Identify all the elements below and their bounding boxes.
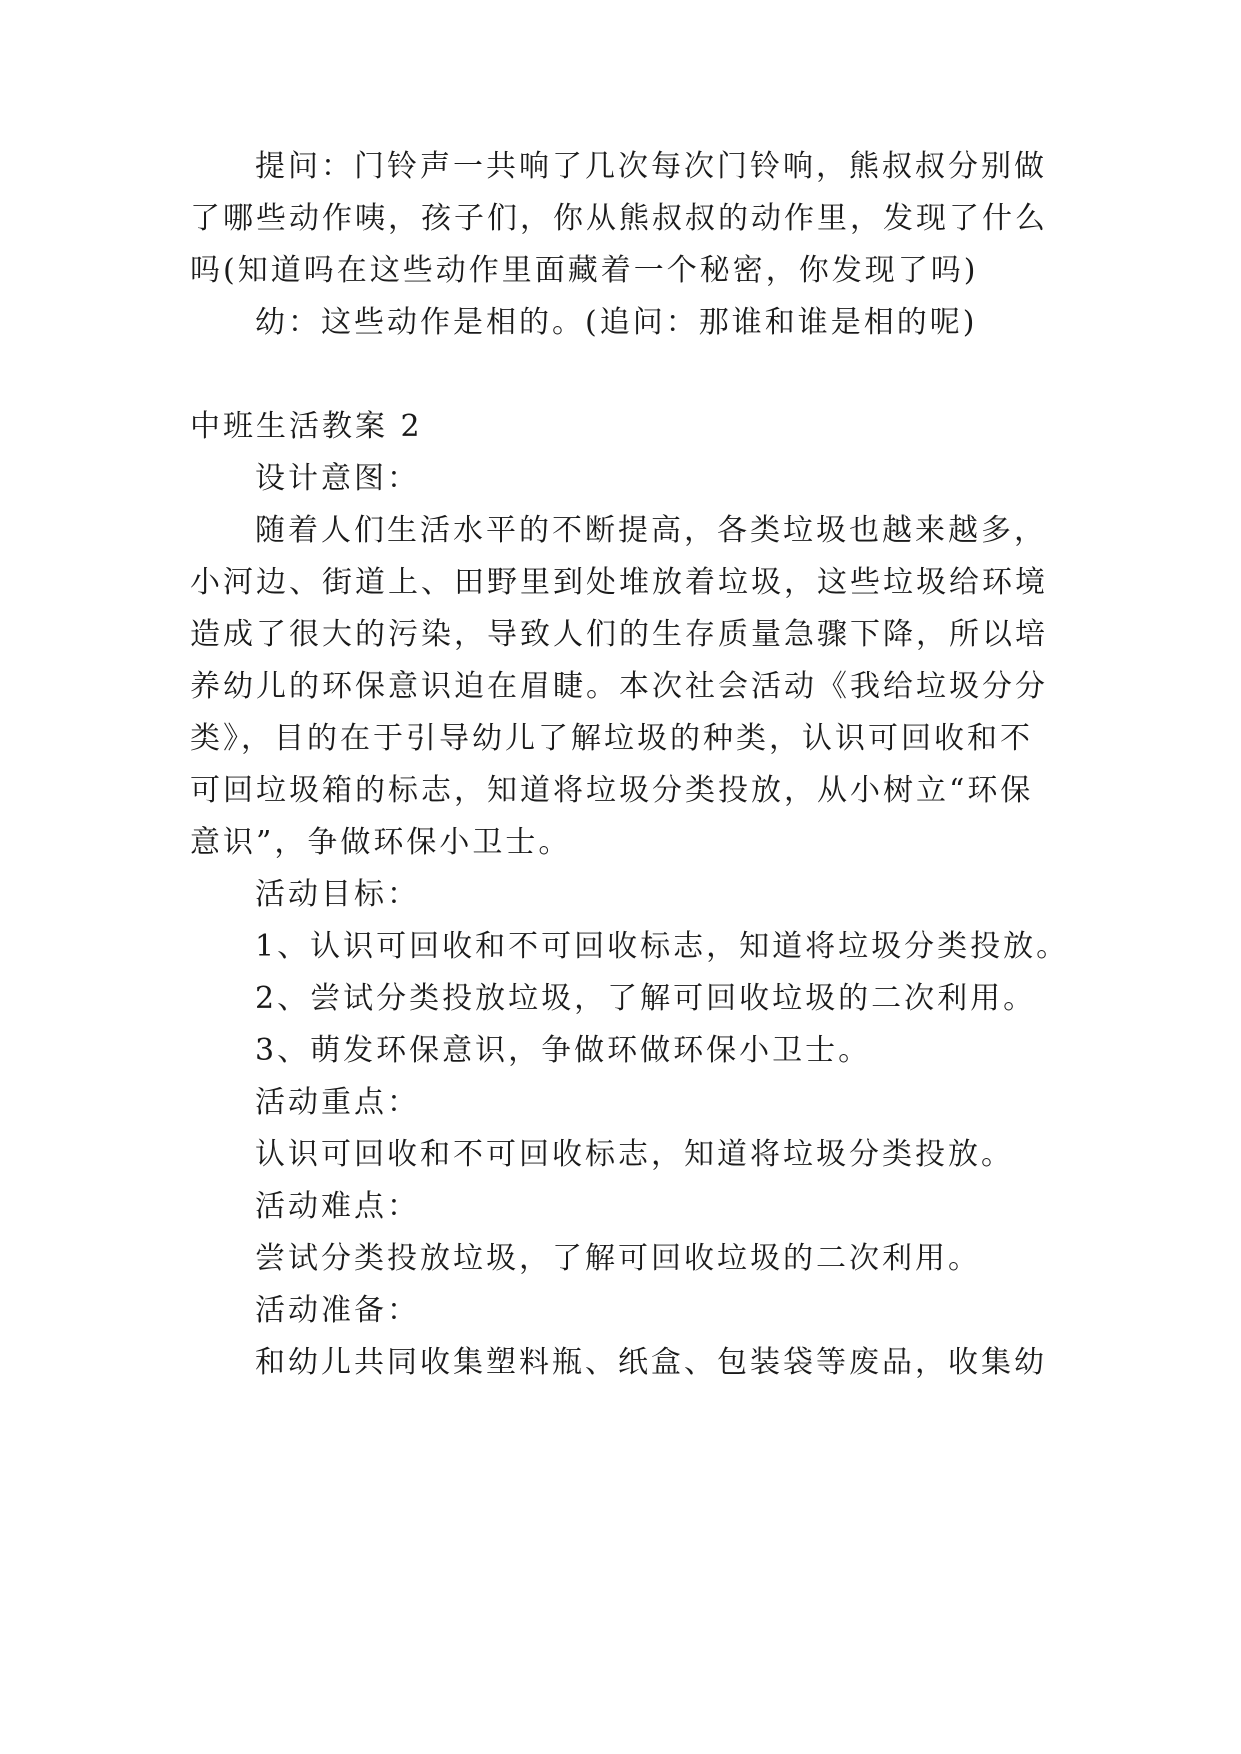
- paragraph-line: 造成了很大的污染，导致人们的生存质量急骤下降，所以培: [190, 617, 1048, 652]
- goal-item: 3、萌发环保意识，争做环做环保小卫士。: [255, 1033, 872, 1068]
- paragraph-line: 吗(知道吗在这些动作里面藏着一个秘密，你发现了吗): [190, 253, 979, 288]
- goal-item: 2、尝试分类投放垃圾，了解可回收垃圾的二次利用。: [255, 981, 1037, 1016]
- key-heading: 活动重点：: [255, 1085, 420, 1120]
- prep-text: 和幼儿共同收集塑料瓶、纸盒、包装袋等废品，收集幼: [255, 1345, 1047, 1380]
- difficulty-text: 尝试分类投放垃圾，了解可回收垃圾的二次利用。: [255, 1241, 981, 1276]
- paragraph-line: 提问：门铃声一共响了几次每次门铃响，熊叔叔分别做: [255, 149, 1047, 184]
- paragraph-line: 了哪些动作咦，孩子们，你从熊叔叔的动作里，发现了什么: [190, 201, 1048, 236]
- paragraph-line: 可回垃圾箱的标志，知道将垃圾分类投放，从小树立“环保: [190, 773, 1034, 808]
- design-heading: 设计意图：: [255, 461, 420, 496]
- paragraph-line: 类》，目的在于引导幼儿了解垃圾的种类，认识可回收和不: [190, 721, 1033, 756]
- goal-item: 1、认识可回收和不可回收标志，知道将垃圾分类投放。: [255, 929, 1070, 964]
- prep-heading: 活动准备：: [255, 1293, 420, 1328]
- section-title: 中班生活教案 2: [190, 409, 423, 444]
- paragraph-line: 幼：这些动作是相的。(追问：那谁和谁是相的呢): [255, 305, 978, 340]
- paragraph-line: 意识”，争做环保小卫士。: [190, 825, 572, 860]
- goals-heading: 活动目标：: [255, 877, 420, 912]
- paragraph-line: 养幼儿的环保意识迫在眉睫。本次社会活动《我给垃圾分分: [190, 669, 1048, 704]
- paragraph-line: 小河边、街道上、田野里到处堆放着垃圾，这些垃圾给环境: [190, 565, 1048, 600]
- key-text: 认识可回收和不可回收标志，知道将垃圾分类投放。: [255, 1137, 1014, 1172]
- paragraph-line: 随着人们生活水平的不断提高，各类垃圾也越来越多，: [255, 513, 1047, 548]
- difficulty-heading: 活动难点：: [255, 1189, 420, 1224]
